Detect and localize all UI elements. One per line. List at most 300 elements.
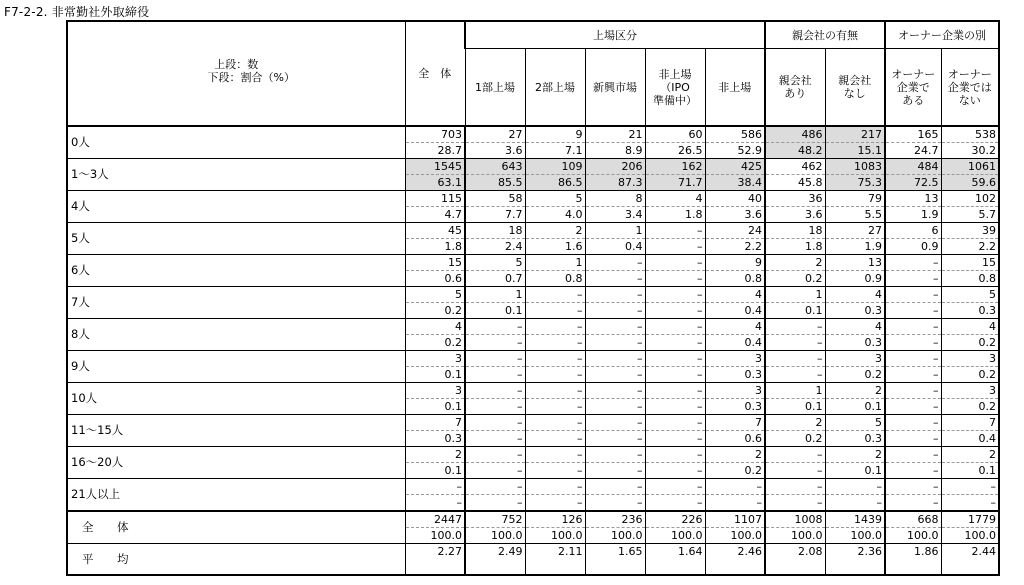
data-cell bbox=[885, 223, 941, 255]
count-value: 45 bbox=[406, 223, 465, 239]
percent-value: 1.9 bbox=[864, 240, 882, 253]
data-cell bbox=[525, 447, 585, 479]
data-cell bbox=[585, 415, 645, 447]
total-count: 668 bbox=[886, 512, 941, 528]
count-value: 115 bbox=[406, 191, 465, 207]
table-row bbox=[67, 287, 999, 319]
data-cell bbox=[705, 223, 765, 255]
data-cell bbox=[765, 415, 825, 447]
count-value: 8 bbox=[586, 191, 645, 207]
percent-value: 59.6 bbox=[971, 176, 996, 189]
percent-value: 0.4 bbox=[625, 240, 643, 253]
total-count: 1439 bbox=[826, 512, 885, 528]
group-parent: 親会社の有無 bbox=[765, 21, 885, 49]
percent-value: 2.4 bbox=[505, 240, 523, 253]
percent-value: – bbox=[577, 336, 583, 349]
group-listing: 上場区分 bbox=[465, 21, 765, 49]
percent-value: – bbox=[577, 368, 583, 381]
row-label: 0人 bbox=[67, 126, 405, 159]
count-value: 7 bbox=[406, 415, 465, 431]
count-value: 1 bbox=[586, 223, 645, 239]
data-cell bbox=[405, 191, 465, 223]
count-value: 2 bbox=[942, 447, 999, 463]
count-value: 60 bbox=[646, 127, 705, 143]
count-value: – bbox=[466, 479, 525, 495]
average-value: 2.49 bbox=[498, 545, 523, 558]
count-value: – bbox=[406, 479, 465, 495]
percent-value: 0.6 bbox=[744, 432, 762, 445]
count-value: 206 bbox=[586, 159, 645, 175]
count-value: – bbox=[766, 447, 825, 463]
data-cell bbox=[465, 255, 525, 287]
percent-value: 0.3 bbox=[744, 400, 762, 413]
count-value: 18 bbox=[466, 223, 525, 239]
data-cell bbox=[405, 319, 465, 351]
table-row bbox=[67, 126, 999, 159]
percent-value: – bbox=[817, 336, 823, 349]
count-value: 1 bbox=[526, 255, 585, 271]
count-value: – bbox=[646, 447, 705, 463]
count-value: 1 bbox=[466, 287, 525, 303]
percent-value: – bbox=[577, 304, 583, 317]
group-owner: オーナー企業の別 bbox=[885, 21, 999, 49]
count-value: 13 bbox=[886, 191, 941, 207]
percent-value: – bbox=[933, 272, 939, 285]
percent-value: – bbox=[637, 464, 643, 477]
data-cell bbox=[645, 159, 705, 191]
count-value: 1083 bbox=[826, 159, 885, 175]
percent-value: – bbox=[817, 368, 823, 381]
average-value: 2.11 bbox=[558, 545, 583, 558]
count-value: 3 bbox=[826, 351, 885, 367]
count-value: 538 bbox=[942, 127, 999, 143]
data-cell bbox=[405, 479, 465, 512]
count-value: – bbox=[886, 351, 941, 367]
percent-value: 8.9 bbox=[625, 144, 643, 157]
percent-value: 0.3 bbox=[864, 304, 882, 317]
percent-value: 63.1 bbox=[437, 176, 462, 189]
row-label: 4人 bbox=[67, 191, 405, 223]
percent-value: 85.5 bbox=[498, 176, 523, 189]
data-cell bbox=[645, 319, 705, 351]
count-value: 165 bbox=[886, 127, 941, 143]
average-value: 1.86 bbox=[914, 545, 939, 558]
data-cell bbox=[465, 415, 525, 447]
percent-value: 0.2 bbox=[444, 336, 462, 349]
data-cell bbox=[465, 447, 525, 479]
table-row bbox=[67, 319, 999, 351]
count-value: 4 bbox=[826, 287, 885, 303]
data-cell bbox=[465, 479, 525, 512]
total-count: 2447 bbox=[406, 512, 465, 528]
percent-value: 2.2 bbox=[978, 240, 996, 253]
data-cell bbox=[765, 126, 825, 159]
total-percent: 100.0 bbox=[611, 529, 643, 542]
total-count: 1107 bbox=[706, 512, 765, 528]
percent-value: 0.2 bbox=[978, 336, 996, 349]
percent-value: – bbox=[697, 496, 703, 509]
percent-value: – bbox=[577, 496, 583, 509]
data-cell bbox=[885, 383, 941, 415]
count-value: 2 bbox=[826, 447, 885, 463]
count-value: 2 bbox=[766, 255, 825, 271]
data-cell bbox=[465, 383, 525, 415]
average-cell bbox=[405, 544, 465, 576]
average-cell bbox=[525, 544, 585, 576]
data-cell bbox=[705, 479, 765, 512]
percent-value: 5.5 bbox=[864, 208, 882, 221]
total-percent: 100.0 bbox=[730, 529, 762, 542]
data-cell bbox=[705, 159, 765, 191]
count-value: – bbox=[466, 383, 525, 399]
total-count: 226 bbox=[646, 512, 705, 528]
percent-value: 0.2 bbox=[444, 304, 462, 317]
total-percent: 100.0 bbox=[491, 529, 523, 542]
data-cell bbox=[525, 287, 585, 319]
count-value: – bbox=[886, 255, 941, 271]
percent-value: 0.1 bbox=[805, 400, 823, 413]
data-cell bbox=[645, 287, 705, 319]
count-value: 5 bbox=[942, 287, 999, 303]
data-cell bbox=[645, 383, 705, 415]
data-cell bbox=[585, 159, 645, 191]
count-value: – bbox=[586, 351, 645, 367]
table-row bbox=[67, 223, 999, 255]
data-cell bbox=[585, 287, 645, 319]
data-cell bbox=[825, 415, 885, 447]
percent-value: – bbox=[933, 496, 939, 509]
count-value: – bbox=[706, 479, 765, 495]
percent-value: 0.9 bbox=[864, 272, 882, 285]
data-cell bbox=[705, 447, 765, 479]
data-cell bbox=[405, 255, 465, 287]
percent-value: 0.2 bbox=[744, 464, 762, 477]
data-cell bbox=[585, 126, 645, 159]
data-cell bbox=[405, 159, 465, 191]
percent-value: 1.8 bbox=[805, 240, 823, 253]
percent-value: 0.1 bbox=[444, 464, 462, 477]
count-value: – bbox=[526, 447, 585, 463]
total-percent: 100.0 bbox=[791, 529, 823, 542]
count-value: 462 bbox=[766, 159, 825, 175]
percent-value: 0.9 bbox=[921, 240, 939, 253]
percent-value: – bbox=[697, 368, 703, 381]
count-value: 7 bbox=[942, 415, 999, 431]
percent-value: 7.1 bbox=[565, 144, 583, 157]
percent-value: 0.8 bbox=[978, 272, 996, 285]
data-cell bbox=[525, 126, 585, 159]
percent-value: – bbox=[637, 304, 643, 317]
total-percent: 100.0 bbox=[551, 529, 583, 542]
average-row bbox=[67, 544, 999, 576]
count-value: – bbox=[466, 415, 525, 431]
percent-value: – bbox=[517, 464, 523, 477]
row-label: 10人 bbox=[67, 383, 405, 415]
data-cell bbox=[645, 447, 705, 479]
percent-value: 0.7 bbox=[505, 272, 523, 285]
average-cell bbox=[645, 544, 705, 576]
percent-value: 0.1 bbox=[805, 304, 823, 317]
data-cell bbox=[585, 447, 645, 479]
average-cell bbox=[465, 544, 525, 576]
average-cell bbox=[885, 544, 941, 576]
data-cell bbox=[645, 479, 705, 512]
percent-value: – bbox=[817, 464, 823, 477]
percent-value: 0.2 bbox=[805, 272, 823, 285]
data-cell bbox=[885, 255, 941, 287]
data-cell bbox=[941, 223, 999, 255]
total-percent: 100.0 bbox=[430, 529, 462, 542]
percent-value: – bbox=[990, 496, 996, 509]
data-cell bbox=[645, 126, 705, 159]
percent-value: 87.3 bbox=[618, 176, 643, 189]
total-cell bbox=[525, 511, 585, 544]
percent-value: 0.2 bbox=[978, 368, 996, 381]
data-cell bbox=[885, 415, 941, 447]
count-value: 217 bbox=[826, 127, 885, 143]
percent-value: 0.3 bbox=[444, 432, 462, 445]
total-percent: 100.0 bbox=[907, 529, 939, 542]
data-cell bbox=[585, 319, 645, 351]
total-cell bbox=[705, 511, 765, 544]
row-label: 9人 bbox=[67, 351, 405, 383]
percent-value: 5.7 bbox=[978, 208, 996, 221]
count-value: – bbox=[586, 479, 645, 495]
count-value: 4 bbox=[826, 319, 885, 335]
data-cell bbox=[825, 287, 885, 319]
percent-value: – bbox=[697, 432, 703, 445]
count-value: 18 bbox=[766, 223, 825, 239]
count-value: 79 bbox=[826, 191, 885, 207]
data-cell bbox=[765, 479, 825, 512]
percent-value: 75.3 bbox=[857, 176, 882, 189]
data-cell bbox=[885, 447, 941, 479]
count-value: 484 bbox=[886, 159, 941, 175]
percent-value: 4.0 bbox=[565, 208, 583, 221]
average-value: 1.65 bbox=[618, 545, 643, 558]
legend-cell bbox=[67, 21, 405, 126]
count-value: 15 bbox=[406, 255, 465, 271]
data-cell bbox=[765, 159, 825, 191]
percent-value: – bbox=[697, 400, 703, 413]
count-value: 162 bbox=[646, 159, 705, 175]
count-value: 4 bbox=[706, 287, 765, 303]
average-cell bbox=[825, 544, 885, 576]
count-value: – bbox=[466, 351, 525, 367]
data-cell bbox=[585, 383, 645, 415]
percent-value: 1.8 bbox=[685, 208, 703, 221]
table-row bbox=[67, 415, 999, 447]
data-cell bbox=[705, 319, 765, 351]
percent-value: 0.4 bbox=[744, 336, 762, 349]
data-cell bbox=[885, 287, 941, 319]
count-value: 39 bbox=[942, 223, 999, 239]
data-cell bbox=[885, 126, 941, 159]
count-value: 4 bbox=[406, 319, 465, 335]
percent-value: 0.2 bbox=[805, 432, 823, 445]
total-cell bbox=[465, 511, 525, 544]
percent-value: – bbox=[577, 464, 583, 477]
percent-value: 0.4 bbox=[978, 432, 996, 445]
data-cell bbox=[885, 319, 941, 351]
percent-value: 0.2 bbox=[978, 400, 996, 413]
data-cell bbox=[405, 415, 465, 447]
data-cell bbox=[585, 223, 645, 255]
count-value: 58 bbox=[466, 191, 525, 207]
percent-value: 0.1 bbox=[864, 400, 882, 413]
total-cell bbox=[941, 511, 999, 544]
percent-value: 86.5 bbox=[558, 176, 583, 189]
percent-value: 0.6 bbox=[444, 272, 462, 285]
total-row bbox=[67, 511, 999, 544]
table-row bbox=[67, 159, 999, 191]
percent-value: 0.4 bbox=[744, 304, 762, 317]
data-cell bbox=[941, 415, 999, 447]
data-cell bbox=[765, 191, 825, 223]
count-value: 3 bbox=[942, 383, 999, 399]
data-cell bbox=[825, 383, 885, 415]
percent-value: – bbox=[637, 496, 643, 509]
data-cell bbox=[465, 191, 525, 223]
data-cell bbox=[765, 383, 825, 415]
count-value: – bbox=[886, 479, 941, 495]
row-label: 21人以上 bbox=[67, 479, 405, 512]
count-value: – bbox=[826, 479, 885, 495]
percent-value: 0.3 bbox=[978, 304, 996, 317]
count-value: 109 bbox=[526, 159, 585, 175]
count-value: – bbox=[586, 287, 645, 303]
data-cell bbox=[705, 415, 765, 447]
count-value: – bbox=[526, 351, 585, 367]
col-header: 非上場 （IPO 準備中） bbox=[645, 49, 705, 127]
percent-value: 0.3 bbox=[864, 336, 882, 349]
data-cell bbox=[825, 447, 885, 479]
percent-value: 0.2 bbox=[864, 368, 882, 381]
percent-value: – bbox=[697, 336, 703, 349]
row-label: 16〜20人 bbox=[67, 447, 405, 479]
table-row bbox=[67, 351, 999, 383]
col-header: 非上場 bbox=[705, 49, 765, 127]
data-cell bbox=[885, 191, 941, 223]
total-cell bbox=[765, 511, 825, 544]
count-value: 5 bbox=[526, 191, 585, 207]
percent-value: – bbox=[517, 400, 523, 413]
count-value: – bbox=[466, 447, 525, 463]
total-cell bbox=[585, 511, 645, 544]
row-label: 6人 bbox=[67, 255, 405, 287]
count-value: 5 bbox=[406, 287, 465, 303]
table-row bbox=[67, 479, 999, 512]
percent-value: – bbox=[637, 336, 643, 349]
percent-value: 2.2 bbox=[744, 240, 762, 253]
total-label: 全 体 bbox=[67, 511, 405, 544]
count-value: 9 bbox=[526, 127, 585, 143]
count-value: 3 bbox=[706, 351, 765, 367]
percent-value: 0.1 bbox=[444, 368, 462, 381]
total-percent: 100.0 bbox=[850, 529, 882, 542]
percent-value: – bbox=[697, 304, 703, 317]
count-value: – bbox=[526, 479, 585, 495]
count-value: 3 bbox=[706, 383, 765, 399]
count-value: – bbox=[646, 479, 705, 495]
count-value: 486 bbox=[766, 127, 825, 143]
data-cell bbox=[705, 191, 765, 223]
count-value: 24 bbox=[706, 223, 765, 239]
percent-value: – bbox=[637, 368, 643, 381]
data-cell bbox=[705, 351, 765, 383]
data-cell bbox=[705, 126, 765, 159]
percent-value: 0.1 bbox=[505, 304, 523, 317]
percent-value: 0.1 bbox=[978, 464, 996, 477]
total-count: 752 bbox=[466, 512, 525, 528]
percent-value: 28.7 bbox=[437, 144, 462, 157]
percent-value: 30.2 bbox=[971, 144, 996, 157]
count-value: 1 bbox=[766, 287, 825, 303]
count-value: – bbox=[586, 319, 645, 335]
percent-value: – bbox=[637, 272, 643, 285]
percent-value: 48.2 bbox=[798, 144, 823, 157]
data-cell bbox=[525, 319, 585, 351]
average-value: 1.64 bbox=[678, 545, 703, 558]
data-cell bbox=[645, 351, 705, 383]
data-cell bbox=[885, 159, 941, 191]
data-cell bbox=[885, 351, 941, 383]
percent-value: 0.3 bbox=[864, 432, 882, 445]
total-count: 1779 bbox=[942, 512, 999, 528]
total-cell bbox=[825, 511, 885, 544]
count-value: – bbox=[646, 383, 705, 399]
count-value: – bbox=[586, 383, 645, 399]
count-value: – bbox=[942, 479, 999, 495]
percent-value: – bbox=[697, 464, 703, 477]
count-value: – bbox=[886, 383, 941, 399]
total-count: 126 bbox=[526, 512, 585, 528]
count-value: – bbox=[766, 351, 825, 367]
row-label: 5人 bbox=[67, 223, 405, 255]
average-value: 2.27 bbox=[437, 545, 462, 558]
percent-value: – bbox=[637, 400, 643, 413]
percent-value: 0.1 bbox=[444, 400, 462, 413]
table-body bbox=[67, 126, 999, 575]
col-header: オーナー 企業で ある bbox=[885, 49, 941, 127]
data-cell bbox=[705, 255, 765, 287]
percent-value: 3.6 bbox=[505, 144, 523, 157]
data-cell bbox=[645, 255, 705, 287]
percent-value: – bbox=[637, 432, 643, 445]
data-cell bbox=[645, 415, 705, 447]
data-cell bbox=[465, 319, 525, 351]
percent-value: 45.8 bbox=[798, 176, 823, 189]
average-value: 2.36 bbox=[857, 545, 882, 558]
percent-value: 38.4 bbox=[737, 176, 762, 189]
count-value: 2 bbox=[826, 383, 885, 399]
count-value: 2 bbox=[406, 447, 465, 463]
data-cell bbox=[525, 191, 585, 223]
count-value: – bbox=[526, 383, 585, 399]
percent-value: – bbox=[697, 272, 703, 285]
count-value: 9 bbox=[706, 255, 765, 271]
count-value: 27 bbox=[826, 223, 885, 239]
percent-value: 26.5 bbox=[678, 144, 703, 157]
data-cell bbox=[825, 126, 885, 159]
total-cell bbox=[405, 511, 465, 544]
percent-value: – bbox=[933, 368, 939, 381]
count-value: 15 bbox=[942, 255, 999, 271]
data-cell bbox=[765, 287, 825, 319]
row-label: 11〜15人 bbox=[67, 415, 405, 447]
count-value: 643 bbox=[466, 159, 525, 175]
data-cell bbox=[705, 287, 765, 319]
